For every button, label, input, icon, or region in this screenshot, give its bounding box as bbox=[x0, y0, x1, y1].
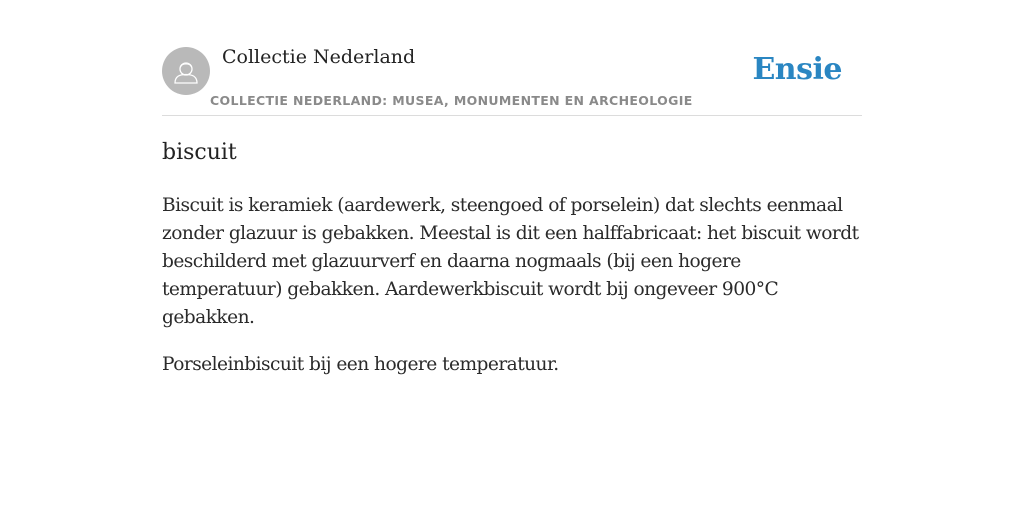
user-silhouette-icon bbox=[162, 47, 210, 95]
entry-card bbox=[162, 0, 862, 512]
entry-paragraph: Biscuit is keramiek (aardewerk, steengoed of porselein) dat slechts eenmaal zonder glazuur is gebakken. Meestal is dit een halffabricaat: het biscuit wordt beschilderd met glazuurverf en daarna nogmaals (bij een hogere temperatuur) gebakken. Aardewerkbiscuit wordt bij ongeveer 900°C gebakken. bbox=[162, 195, 859, 328]
entry-header bbox=[162, 0, 862, 116]
entry-body bbox=[162, 192, 862, 398]
ensie-logo[interactable]: Ensie bbox=[752, 52, 842, 87]
entry-paragraph: Porseleinbiscuit bij een hogere temperatuur. bbox=[162, 354, 559, 375]
entry-title: biscuit bbox=[162, 140, 237, 165]
author-avatar[interactable] bbox=[162, 47, 210, 95]
author-name[interactable]: Collectie Nederland bbox=[222, 46, 416, 68]
source-label[interactable]: COLLECTIE NEDERLAND: MUSEA, MONUMENTEN EN ARCHEOLOGIE bbox=[210, 93, 693, 108]
